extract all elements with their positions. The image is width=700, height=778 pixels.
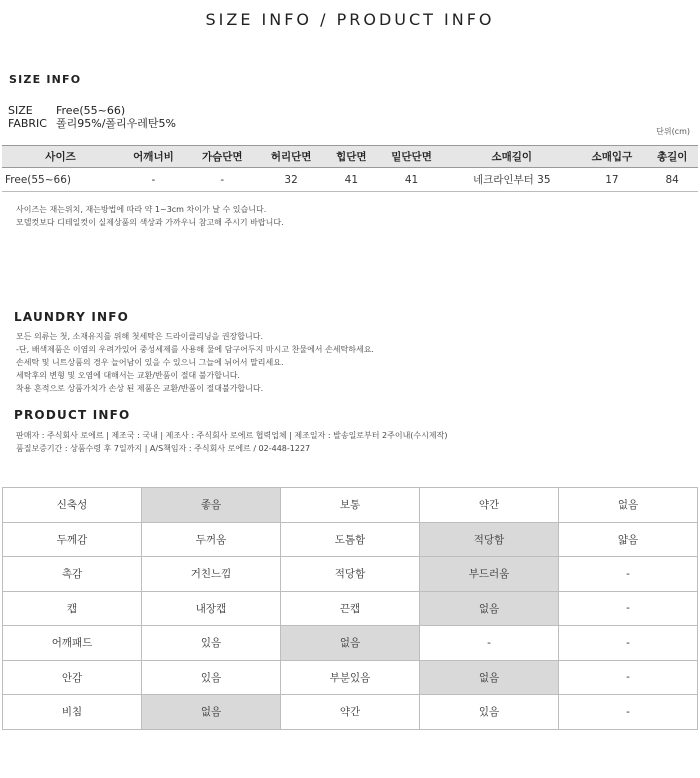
attribute-option: - [559,591,698,626]
attribute-option: 없음 [559,488,698,523]
note-line: 판매자 : 주식회사 로에르 | 제조국 : 국내 | 제조사 : 주식회사 로에르 협력업체 | 제조일자 : 발송일로부터 2주이내(수시제작) [16,431,448,440]
attribute-name: 두께감 [3,522,142,557]
attribute-row [3,522,698,557]
fabric-spec [8,117,176,130]
note-line: 모든 의류는 첫, 소재유지를 위해 첫세탁은 드라이클리닝을 권장합니다. [16,332,263,341]
table-cell: 네크라인부터 35 [446,168,578,192]
size-info-heading: SIZE INFO [9,73,82,86]
col-header: 밑단단면 [377,146,446,168]
size-table-header-row [2,146,698,168]
attribute-option-selected: 없음 [281,626,420,661]
note-line: -단, 배색제품은 이염의 우려가있어 중성세제를 사용해 물에 담구어두지 마시고 찬물에서 손세탁하세요. [16,345,374,354]
attribute-row [3,488,698,523]
attribute-option: 거친느낌 [142,557,281,592]
note-line: 사이즈는 재는위치, 재는방법에 따라 약 1~3cm 차이가 날 수 있습니다. [16,205,267,214]
attribute-option: 내장캡 [142,591,281,626]
attribute-option: - [559,626,698,661]
attribute-option-selected: 좋음 [142,488,281,523]
col-header: 소매입구 [578,146,647,168]
attribute-option: 두꺼움 [142,522,281,557]
attribute-option: - [559,660,698,695]
note-line: 손세탁 및 니트상품의 경우 늘어남이 있을 수 있으니 그늘에 뉘어서 말리세요. [16,358,284,367]
attribute-option: - [420,626,559,661]
col-header: 어깨너비 [119,146,188,168]
attribute-option: 약간 [420,488,559,523]
col-header: 총길이 [646,146,698,168]
attribute-option: - [559,557,698,592]
attribute-row [3,660,698,695]
unit-label: 단위(cm) [656,127,690,136]
attribute-row [3,557,698,592]
attribute-option: 도톰함 [281,522,420,557]
attribute-option-selected: 부드러움 [420,557,559,592]
table-row [2,168,698,192]
size-table [2,145,698,192]
attribute-row [3,695,698,730]
table-cell: 41 [326,168,378,192]
size-value: Free(55~66) [56,104,126,117]
attribute-name: 안감 [3,660,142,695]
note-line: 세탁후의 변형 및 오염에 대해서는 교환/반품이 절대 불가합니다. [16,371,240,380]
attribute-name: 어깨패드 [3,626,142,661]
table-cell: - [188,168,257,192]
attribute-name: 신축성 [3,488,142,523]
col-header: 소매길이 [446,146,578,168]
attribute-option: 있음 [142,626,281,661]
attribute-option-selected: 없음 [142,695,281,730]
col-header: 허리단면 [257,146,326,168]
attribute-option: 약간 [281,695,420,730]
size-notes [16,203,284,229]
page-title: SIZE INFO / PRODUCT INFO [205,10,495,29]
col-header: 가슴단면 [188,146,257,168]
attribute-option: 있음 [420,695,559,730]
table-cell: - [119,168,188,192]
laundry-notes [16,330,374,395]
note-line: 품질보증기간 : 상품수령 후 7일까지 | A/S책임자 : 주식회사 로에르 / 02-448-1227 [16,444,311,453]
product-info-heading: PRODUCT INFO [14,408,131,422]
attribute-option-selected: 없음 [420,591,559,626]
note-line: 모델컷보다 디테일컷이 실제상품의 색상과 가까우니 참고해 주시기 바랍니다. [16,218,284,227]
attribute-option: 끈캡 [281,591,420,626]
attribute-row [3,626,698,661]
attribute-name: 캡 [3,591,142,626]
table-cell: Free(55~66) [2,168,119,192]
col-header: 사이즈 [2,146,119,168]
fabric-value: 폴리95%/폴리우레탄5% [56,117,176,130]
attribute-option: 있음 [142,660,281,695]
laundry-info-heading: LAUNDRY INFO [14,310,130,324]
size-spec [8,104,125,117]
attribute-row [3,591,698,626]
attribute-table [2,487,698,730]
table-cell: 32 [257,168,326,192]
table-cell: 17 [578,168,647,192]
attribute-option: 적당함 [281,557,420,592]
attribute-option-selected: 적당함 [420,522,559,557]
attribute-option: 보통 [281,488,420,523]
attribute-option: 얇음 [559,522,698,557]
attribute-name: 비침 [3,695,142,730]
table-cell: 41 [377,168,446,192]
attribute-option: - [559,695,698,730]
attribute-option-selected: 없음 [420,660,559,695]
attribute-name: 촉감 [3,557,142,592]
fabric-label: FABRIC [8,117,47,130]
size-label: SIZE [8,104,33,117]
attribute-option: 부분있음 [281,660,420,695]
note-line: 착용 흔적으로 상품가치가 손상 된 제품은 교환/반품이 절대불가합니다. [16,384,264,393]
product-notes [16,429,447,455]
col-header: 힙단면 [326,146,378,168]
table-cell: 84 [646,168,698,192]
